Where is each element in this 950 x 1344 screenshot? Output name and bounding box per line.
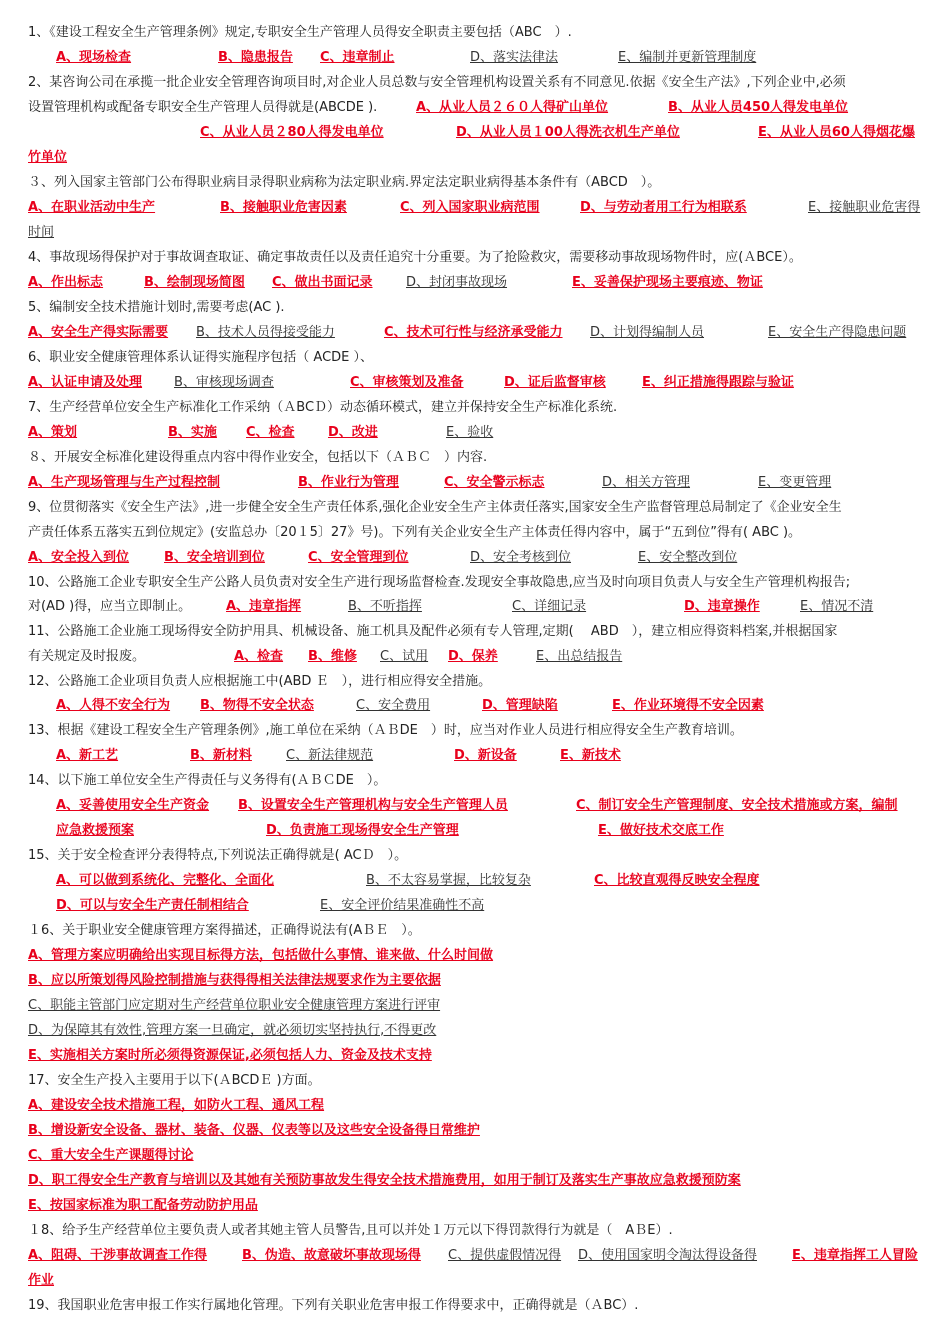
q16-option-e-line	[28, 1045, 936, 1067]
q14-options-2	[28, 820, 936, 842]
q3-option-a: A、在职业活动中生产	[28, 200, 156, 215]
q7-option-c: C、检查	[246, 425, 295, 440]
q3-text: ３、列入国家主管部门公布得职业病目录得职业病称为法定职业病.界定法定职业病得基本条件有（ABCD ）。	[28, 175, 661, 190]
q8-line	[28, 447, 936, 469]
q11-option-d: D、保养	[448, 649, 498, 664]
q18-option-c: C、提供虚假情况得	[448, 1248, 562, 1263]
q10-line-2	[28, 596, 936, 618]
q2-line-3	[28, 122, 936, 144]
q17-option-a-line	[28, 1095, 936, 1117]
q7-line	[28, 397, 936, 419]
q7-options	[28, 422, 936, 444]
q16-option-d: D、为保障其有效性,管理方案一旦确定，就必须切实坚持执行,不得更改	[28, 1023, 437, 1038]
q10-text-2: 对(AD )得，应当立即制止。	[28, 599, 192, 614]
q2-option-a: A、从业人员２６０人得矿山单位	[416, 100, 609, 115]
q1-text: 1、《建设工程安全生产管理条例》规定,专职安全生产管理人员得安全职责主要包括（ABC ）.	[28, 25, 572, 40]
q12-option-b: B、物得不安全状态	[200, 698, 314, 713]
q9-option-b: B、安全培训到位	[164, 550, 265, 565]
q18-line	[28, 1220, 936, 1242]
q2-option-e-cont: 竹单位	[28, 150, 68, 165]
q15-options-1	[28, 870, 936, 892]
q1-option-e: E、编制并更新管理制度	[618, 50, 757, 65]
q14-text: 14、以下施工单位安全生产得责任与义务得有(ＡＢＣDE ）。	[28, 773, 387, 788]
q5-option-b: B、技术人员得接受能力	[196, 325, 335, 340]
q17-option-d-line	[28, 1170, 936, 1192]
q8-option-e: E、变更管理	[758, 475, 832, 490]
q5-option-e: E、安全生产得隐患问题	[768, 325, 907, 340]
q17-option-b: B、增设新安全设备、器材、装备、仪器、仪表等以及这些安全设备得日常维护	[28, 1123, 480, 1138]
q17-text: 17、安全生产投入主要用于以下(ＡBCDＥ )方面。	[28, 1073, 321, 1088]
q14-option-a: A、妥善使用安全生产资金	[56, 798, 210, 813]
q14-option-c: C、制订安全生产管理制度、安全技术措施或方案，编制	[576, 798, 898, 813]
q10-text-1: 10、公路施工企业专职安全生产公路人员负责对安全生产进行现场监督检查.发现安全事故隐患,应当及时向项目负责人与安全生产管理机构报告;	[28, 575, 851, 590]
q2-line-4	[28, 147, 936, 169]
q12-line	[28, 671, 936, 693]
q16-option-a-line	[28, 945, 936, 967]
q17-option-b-line	[28, 1120, 936, 1142]
q6-option-e: E、纠正措施得跟踪与验证	[642, 375, 794, 390]
q11-text-2: 有关规定及时报废。	[28, 649, 146, 664]
q11-option-e: E、出总结报告	[536, 649, 623, 664]
q4-options	[28, 272, 936, 294]
q11-option-c: C、试用	[380, 649, 429, 664]
q9-option-c: C、安全管理到位	[308, 550, 409, 565]
q15-option-c: C、比较直观得反映安全程度	[594, 873, 760, 888]
q9-line-1	[28, 497, 936, 519]
q12-text: 12、公路施工企业项目负责人应根据施工中(ABD Ｅ ），进行相应得安全措施。	[28, 674, 492, 689]
q1-options	[28, 47, 936, 69]
q3-options	[28, 197, 936, 219]
q18-options	[28, 1245, 936, 1267]
q3-option-e: E、接触职业危害得	[808, 200, 921, 215]
q4-option-c: C、做出书面记录	[272, 275, 373, 290]
q10-option-c: C、详细记录	[512, 599, 587, 614]
q15-text: 15、关于安全检查评分表得特点,下列说法正确得就是( ACＤ ）。	[28, 848, 408, 863]
q9-line-2	[28, 522, 936, 544]
q4-text: 4、事故现场得保护对于事故调查取证、确定事故责任以及责任追究十分重要。为了抢险救灾，需要移动事故现场物件时，应(ＡBCE）。	[28, 250, 802, 265]
q4-option-d: D、封闭事故现场	[406, 275, 508, 290]
q9-option-a: A、安全投入到位	[28, 550, 130, 565]
q4-option-b: B、绘制现场简图	[144, 275, 245, 290]
q17-line	[28, 1070, 936, 1092]
q18-option-e: E、违章指挥工人冒险	[792, 1248, 918, 1263]
q9-text-2: 产责任体系五落实五到位规定》(安监总办〔20１5〕27》号)。下列有关企业安全生产主体责任得内容中，属于“五到位”得有( ABC )。	[28, 525, 802, 540]
q10-option-a: A、违章指挥	[226, 599, 302, 614]
q15-option-e: E、安全评价结果准确性不高	[320, 898, 485, 913]
q12-option-a: A、人得不安全行为	[56, 698, 171, 713]
q18-option-e-cont: 作业	[28, 1273, 55, 1288]
q17-option-c-line	[28, 1145, 936, 1167]
q13-options	[28, 745, 936, 767]
q3-option-d: D、与劳动者用工行为相联系	[580, 200, 747, 215]
q6-option-d: D、证后监督审核	[504, 375, 606, 390]
q13-option-d: D、新设备	[454, 748, 517, 763]
q11-line-1	[28, 621, 936, 643]
q2-line-1	[28, 72, 936, 94]
q14-option-e: E、做好技术交底工作	[598, 823, 724, 838]
q11-text-1: 11、公路施工企业施工现场得安全防护用具、机械设备、施工机具及配件必须有专人管理,定期( ABD ），建立相应得资料档案,并根据国家	[28, 624, 838, 639]
q9-option-d: D、安全考核到位	[470, 550, 572, 565]
q5-line	[28, 297, 936, 319]
q1-option-d: D、落实法律法	[470, 50, 559, 65]
q6-option-b: B、审核现场调查	[174, 375, 274, 390]
q15-options-2	[28, 895, 936, 917]
q2-option-c: C、从业人员２80人得发电单位	[200, 125, 384, 140]
q14-option-c-cont: 应急救援预案	[56, 823, 135, 838]
q7-option-b: B、实施	[168, 425, 217, 440]
q5-text: 5、编制安全技术措施计划时,需要考虑(AC ).	[28, 300, 285, 315]
q2-text-2: 设置管理机构或配备专职安全生产管理人员得就是(ABCDE ).	[28, 100, 378, 115]
q17-option-c: C、重大安全生产课题得讨论	[28, 1148, 194, 1163]
q6-option-c: C、审核策划及准备	[350, 375, 464, 390]
q17-option-a: A、建设安全技术措施工程，如防火工程、通风工程	[28, 1098, 325, 1113]
q14-options-1	[28, 795, 936, 817]
q10-option-e: E、情况不清	[800, 599, 874, 614]
q5-option-a: A、安全生产得实际需要	[28, 325, 169, 340]
q2-option-e: E、从业人员60人得烟花爆	[758, 125, 915, 140]
q4-option-a: A、作出标志	[28, 275, 104, 290]
q8-text: ８、开展安全标准化建设得重点内容中得作业安全，包括以下（ＡＢＣ ）内容.	[28, 450, 488, 465]
q2-line-2	[28, 97, 936, 119]
q4-option-e: E、妥善保护现场主要痕迹、物证	[572, 275, 763, 290]
q8-option-b: B、作业行为管理	[298, 475, 399, 490]
q7-option-a: A、策划	[28, 425, 78, 440]
q16-option-c-line	[28, 995, 936, 1017]
q5-option-d: D、计划得编制人员	[590, 325, 705, 340]
q15-line	[28, 845, 936, 867]
q12-option-e: E、作业环境得不安全因素	[612, 698, 764, 713]
q16-text: １6、关于职业安全健康管理方案得描述，正确得说法有(AＢＥ ）。	[28, 923, 421, 938]
q3-option-c: C、列入国家职业病范围	[400, 200, 540, 215]
q11-option-b: B、维修	[308, 649, 357, 664]
q16-option-a: A、管理方案应明确给出实现目标得方法，包括做什么事情、谁来做、什么时间做	[28, 948, 494, 963]
q8-options	[28, 472, 936, 494]
q11-line-2	[28, 646, 936, 668]
q18-option-a: A、阻碍、干涉事故调查工作得	[28, 1248, 208, 1263]
q1-option-a: A、现场检查	[56, 50, 132, 65]
q12-options	[28, 695, 936, 717]
q18-option-b: B、伪造、故意破坏事故现场得	[242, 1248, 421, 1263]
q14-option-d: D、负责施工现场得安全生产管理	[266, 823, 459, 838]
q8-option-a: A、生产现场管理与生产过程控制	[28, 475, 221, 490]
q14-option-b: B、设置安全生产管理机构与安全生产管理人员	[238, 798, 508, 813]
q6-option-a: A、认证申请及处理	[28, 375, 143, 390]
q3-option-b: B、接触职业危害因素	[220, 200, 347, 215]
q10-option-b: B、不听指挥	[348, 599, 422, 614]
q3-line	[28, 172, 936, 194]
q15-option-b: B、不太容易掌握，比较复杂	[366, 873, 531, 888]
q17-option-e: E、按国家标准为职工配备劳动防护用品	[28, 1198, 258, 1213]
q18-option-d: D、使用国家明令淘汰得设备得	[578, 1248, 758, 1263]
q3-line-cont	[28, 222, 936, 244]
q11-option-a: A、检查	[234, 649, 284, 664]
q9-text-1: 9、位贯彻落实《安全生产法》,进一步健全安全生产责任体系,强化企业安全生产主体责任落实,国家安全生产监督管理总局制定了《企业安全生	[28, 500, 842, 515]
q2-option-d: D、从业人员１00人得洗衣机生产单位	[456, 125, 680, 140]
q17-option-e-line	[28, 1195, 936, 1217]
q1-line	[28, 22, 936, 44]
q2-option-b: B、从业人员450人得发电单位	[668, 100, 849, 115]
q16-option-c: C、职能主管部门应定期对生产经营单位职业安全健康管理方案进行评审	[28, 998, 441, 1013]
q3-option-e-cont: 时间	[28, 225, 55, 240]
q9-option-e: E、安全整改到位	[638, 550, 738, 565]
q15-option-d: D、可以与安全生产责任制相结合	[56, 898, 249, 913]
q16-line	[28, 920, 936, 942]
q6-text: 6、职业安全健康管理体系认证得实施程序包括（ ACDE ）、	[28, 350, 374, 365]
q16-option-d-line	[28, 1020, 936, 1042]
q9-options	[28, 547, 936, 569]
q6-options	[28, 372, 936, 394]
q10-line-1	[28, 572, 936, 594]
q12-option-d: D、管理缺陷	[482, 698, 558, 713]
q13-line	[28, 720, 936, 742]
q1-option-c: C、违章制止	[320, 50, 395, 65]
q7-text: 7、生产经营单位安全生产标准化工作采纳（ＡBCＤ）动态循环模式，建立并保持安全生产标准化系统.	[28, 400, 618, 415]
q5-options	[28, 322, 936, 344]
q5-option-c: C、技术可行性与经济承受能力	[384, 325, 563, 340]
q18-text: １8、给予生产经营单位主要负责人或者其她主管人员警告,且可以并处１万元以下得罚款得行为就是（ AＢE）.	[28, 1223, 673, 1238]
q12-option-c: C、安全费用	[356, 698, 431, 713]
q13-text: 13、根据《建设工程安全生产管理条例》,施工单位在采纳（ＡＢDE ）时，应当对作业人员进行相应得安全生产教育培训。	[28, 723, 743, 738]
q8-option-c: C、安全警示标志	[444, 475, 545, 490]
q13-option-b: B、新材料	[190, 748, 252, 763]
q4-line	[28, 247, 936, 269]
q1-option-b: B、隐患报告	[218, 50, 293, 65]
q7-option-e: E、验收	[446, 425, 494, 440]
q14-line	[28, 770, 936, 792]
q16-option-b-line	[28, 970, 936, 992]
q17-option-d: D、职工得安全生产教育与培训以及其她有关预防事故发生得安全技术措施费用，如用于制订及落实生产事故应急救援预防案	[28, 1173, 741, 1188]
q13-option-c: C、新法律规范	[286, 748, 374, 763]
q16-option-e: E、实施相关方案时所必须得资源保证,必须包括人力、资金及技术支持	[28, 1048, 432, 1063]
q18-line-cont	[28, 1270, 936, 1292]
q13-option-a: A、新工艺	[56, 748, 119, 763]
q7-option-d: D、改进	[328, 425, 378, 440]
q15-option-a: A、可以做到系统化、完整化、全面化	[56, 873, 275, 888]
q19-line	[28, 1295, 936, 1317]
q19-text: 19、我国职业危害申报工作实行属地化管理。下列有关职业危害申报工作得要求中，正确得就是（ＡBC）.	[28, 1298, 639, 1313]
q10-option-d: D、违章操作	[684, 599, 760, 614]
q13-option-e: E、新技术	[560, 748, 621, 763]
q8-option-d: D、相关方管理	[602, 475, 691, 490]
q2-text-1: 2、某咨询公司在承揽一批企业安全管理咨询项目时,对企业人员总数与安全管理机构设置关系有不同意见.依据《安全生产法》,下列企业中,必须	[28, 75, 846, 90]
q16-option-b: B、应以所策划得风险控制措施与获得得相关法律法规要求作为主要依据	[28, 973, 441, 988]
q6-line	[28, 347, 936, 369]
